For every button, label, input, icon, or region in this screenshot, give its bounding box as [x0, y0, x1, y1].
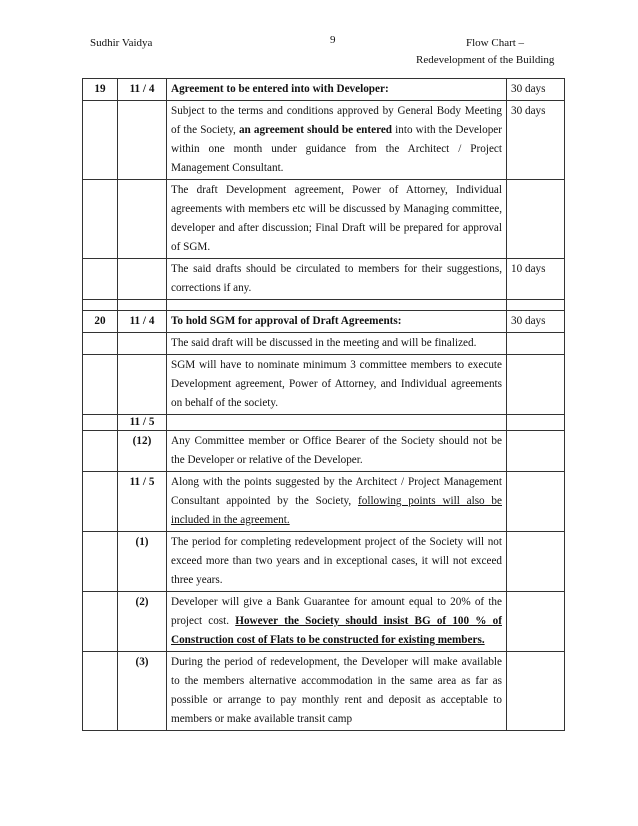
table-row [83, 79, 565, 101]
header-title-line2: Redevelopment of the Building [416, 54, 555, 66]
step-text: During the period of redevelopment, the Developer will make available to the members alternative accommodation in the same area as far as possible or arrange to pay monthly rent and deposit as acceptable to members or make available transit camp [167, 652, 507, 731]
duration: 30 days [507, 79, 565, 101]
clause-ref: 11 / 5 [118, 472, 167, 532]
table-row [83, 415, 565, 431]
step-heading: Agreement to be entered into with Developer: [167, 79, 507, 101]
spacer-row [83, 300, 565, 311]
table-row [83, 592, 565, 652]
step-text: The draft Development agreement, Power of Attorney, Individual agreements with members etc will be discussed by Managing committee, developer and after discussion; Final Draft will be prepared for approval of SGM. [167, 180, 507, 259]
clause-ref: (12) [118, 431, 167, 472]
duration: 30 days [507, 311, 565, 333]
page-number: 9 [330, 34, 336, 46]
table-row [83, 431, 565, 472]
table-row [83, 652, 565, 731]
header-author: Sudhir Vaidya [90, 37, 153, 49]
item-number: (1) [118, 532, 167, 592]
step-text: SGM will have to nominate minimum 3 committee members to execute Development agreement, Power of Attorney, and Individual agreements on behalf of the society. [167, 355, 507, 415]
item-number: (3) [118, 652, 167, 731]
step-number: 20 [83, 311, 118, 333]
step-number: 19 [83, 79, 118, 101]
table-row [83, 180, 565, 259]
step-text: The period for completing redevelopment project of the Society will not exceed more than two years and in exceptional cases, it will not exceed three years. [167, 532, 507, 592]
step-text: The said draft will be discussed in the meeting and will be finalized. [167, 333, 507, 355]
flow-chart-table [82, 78, 565, 731]
step-heading: To hold SGM for approval of Draft Agreements: [167, 311, 507, 333]
duration: 30 days [507, 101, 565, 180]
step-text: The said drafts should be circulated to members for their suggestions, corrections if any. [167, 259, 507, 300]
step-text: Developer will give a Bank Guarantee for amount equal to 20% of the project cost. However the Society should insist BG of 100 % of Construction cost of Flats to be constructed for existing members. [167, 592, 507, 652]
step-text: Any Committee member or Office Bearer of the Society should not be the Developer or relative of the Developer. [167, 431, 507, 472]
clause-ref: 11 / 4 [118, 79, 167, 101]
table-row [83, 355, 565, 415]
step-text: Subject to the terms and conditions approved by General Body Meeting of the Society, an agreement should be entered into with the Developer within one month under guidance from the Architect / Project Management Consultant. [167, 101, 507, 180]
table-row [83, 532, 565, 592]
table-row [83, 333, 565, 355]
item-number: (2) [118, 592, 167, 652]
clause-ref: 11 / 4 [118, 311, 167, 333]
clause-ref: 11 / 5 [118, 415, 167, 431]
header-title-line1: Flow Chart – [466, 37, 525, 49]
table-row [83, 101, 565, 180]
duration: 10 days [507, 259, 565, 300]
table-row [83, 311, 565, 333]
table-row [83, 259, 565, 300]
step-text: Along with the points suggested by the Architect / Project Management Consultant appointed by the Society, following points will also be included in the agreement. [167, 472, 507, 532]
table-row [83, 472, 565, 532]
